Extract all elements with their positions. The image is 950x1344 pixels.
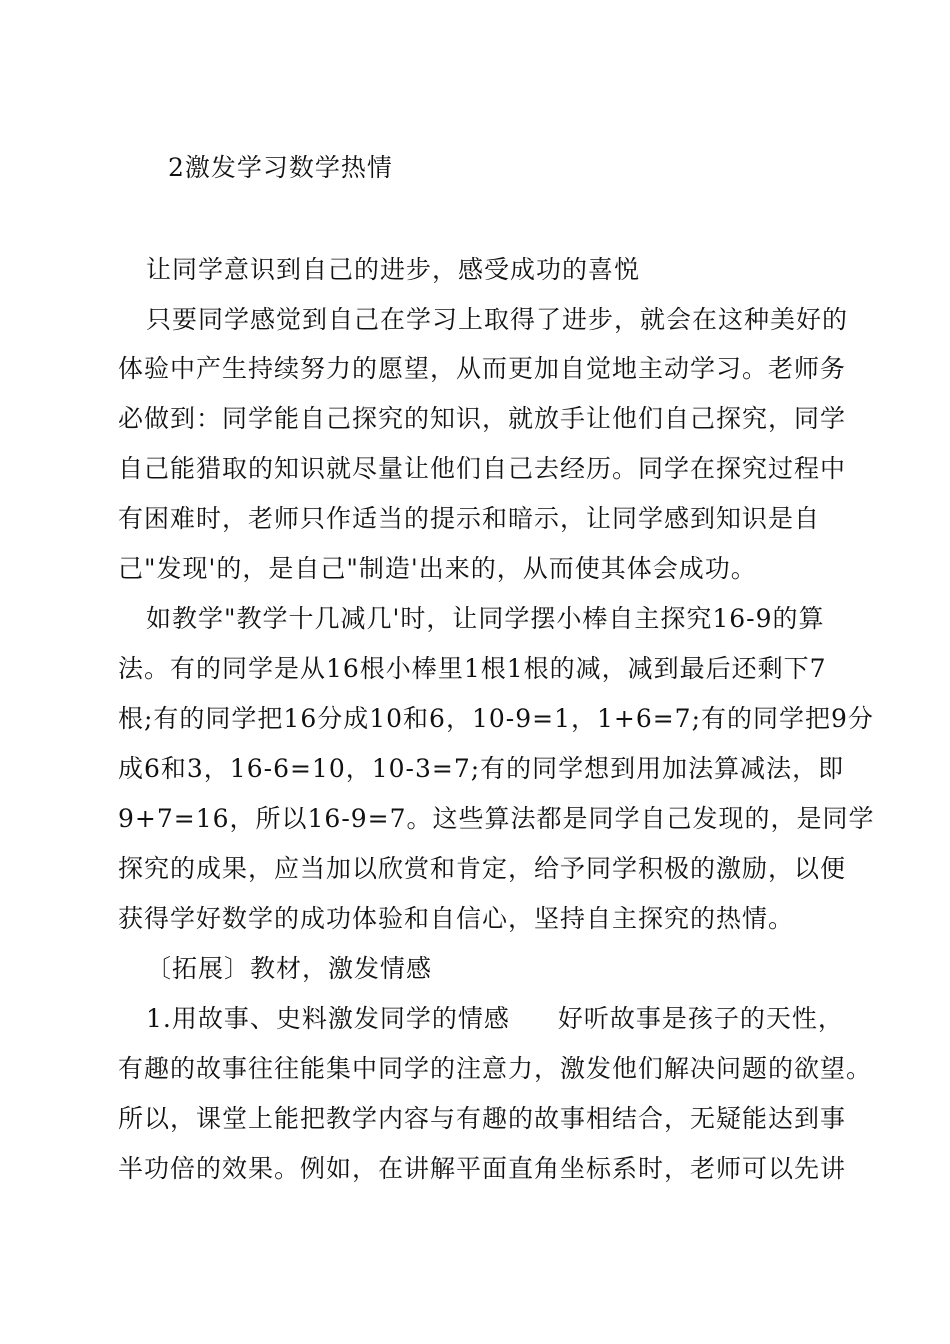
- paragraph-line: 己"发现'的，是自己"制造'出来的，从而使其体会成功。: [118, 554, 757, 583]
- paragraph-line: 法。有的同学是从16根小棒里1根1根的减，减到最后还剩下7: [118, 654, 827, 683]
- section-heading: 2激发学习数学热情: [168, 153, 393, 182]
- paragraph-line: 有困难时，老师只作适当的提示和暗示，让同学感到知识是自: [118, 504, 821, 533]
- paragraph-line: 所以，课堂上能把教学内容与有趣的故事相结合，无疑能达到事: [118, 1104, 847, 1133]
- paragraph-line: 自己能猎取的知识就尽量让他们自己去经历。同学在探究过程中: [118, 454, 847, 483]
- paragraph-line: 体验中产生持续努力的愿望，从而更加自觉地主动学习。老师务: [118, 354, 847, 383]
- subsection-heading: 〔拓展〕教材，激发情感: [146, 954, 433, 983]
- paragraph-line: 获得学好数学的成功体验和自信心，坚持自主探究的热情。: [118, 904, 795, 933]
- paragraph-line: 成6和3，16-6=10，10-3=7;有的同学想到用加法算减法，即: [118, 754, 845, 783]
- item-first-line-rest: 好听故事是孩子的天性，: [557, 1004, 844, 1033]
- subheading: 让同学意识到自己的进步，感受成功的喜悦: [146, 255, 641, 284]
- paragraph-line: 有趣的故事往往能集中同学的注意力，激发他们解决问题的欲望。: [118, 1054, 873, 1083]
- paragraph-line: 探究的成果，应当加以欣赏和肯定，给予同学积极的激励，以便: [118, 854, 847, 883]
- paragraph-line: 半功倍的效果。例如，在讲解平面直角坐标系时，老师可以先讲: [118, 1154, 847, 1183]
- paragraph-line: 必做到：同学能自己探究的知识，就放手让他们自己探究，同学: [118, 404, 847, 433]
- item-title: 1.用故事、史料激发同学的情感: [146, 1004, 510, 1033]
- paragraph-line: 只要同学感觉到自己在学习上取得了进步，就会在这种美好的: [146, 305, 849, 334]
- paragraph-line: 如教学"教学十几减几'时，让同学摆小棒自主探究16-9的算: [146, 604, 825, 633]
- paragraph-line: 根;有的同学把16分成10和6，10-9=1，1+6=7;有的同学把9分: [118, 704, 874, 733]
- paragraph-line: 9+7=16，所以16-9=7。这些算法都是同学自己发现的，是同学: [118, 804, 875, 833]
- item-title-line: [146, 1004, 844, 1034]
